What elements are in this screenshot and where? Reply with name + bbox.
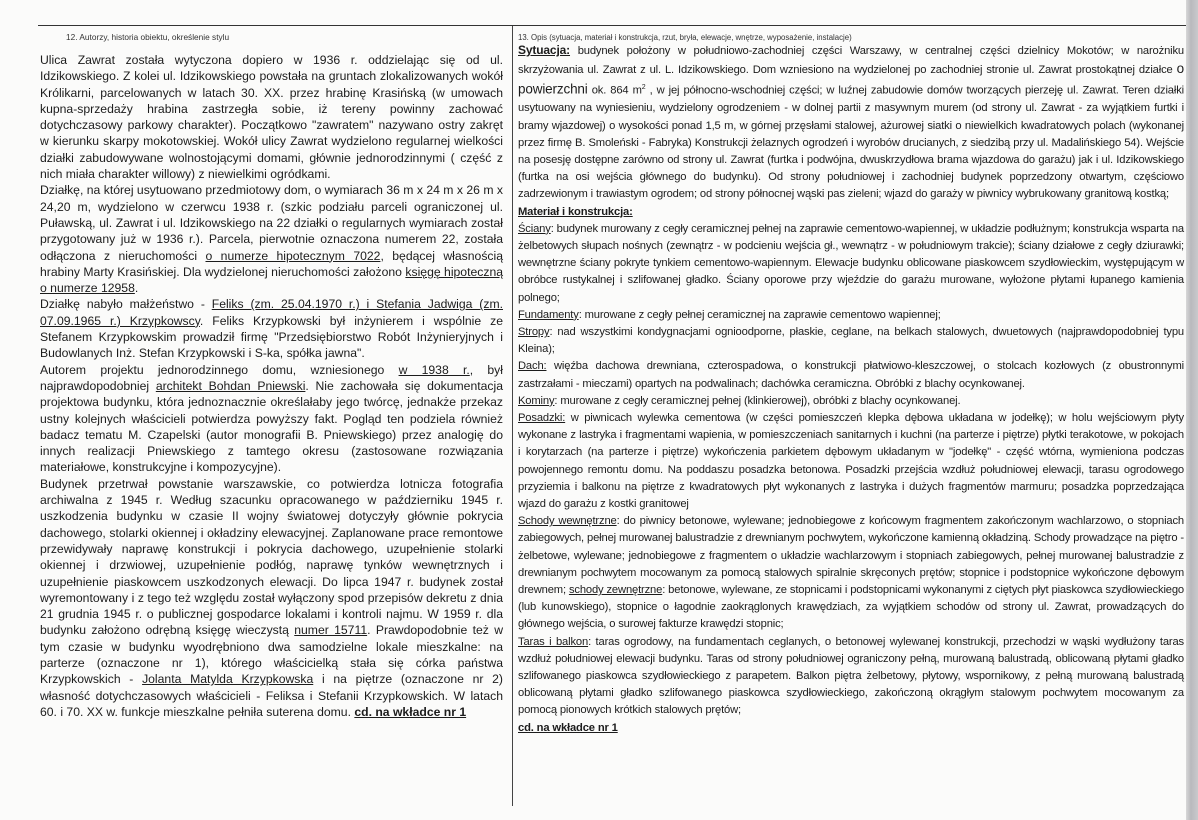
owner-daughter-ref: Jolanta Matylda Krzypkowska: [142, 672, 314, 687]
item-text: w piwnicach wylewka cementowa (w części pomieszczeń klepka dębowa układana w jodełkę); w holu wejściowym płyty wykonane z lastryka i fragmentami wapienia, w pomieszczeniach sanitarnych i kuchni (na parterze i piętrze) płytki terakotowe, w pokojach i korytarzach (na parterze i piętrze) wykończenia parkietem dębowym układanym w "jodełkę" - część wtórna, wymieniona podczas powojennego remontu domu. Na poddaszu posadzka betonowa. Posadzki przejścia wzdłuż południowej elewacji, tarasu ogrodowego przyziemia i balkonu na piętrze z kwadratowych płyt wykonanych z lastryka i dużych fragmentów marmuru; posadzka poprzedzająca wjazd do garażu z kostki granitowej: [518, 412, 1184, 511]
text-span: . Feliks Krzypkowski był inżynierem i wspólnie ze Stefanem Krzypkowskim prowadził firmę "Przedsiębiorstwo Robót Inżynieryjnych i Budowlanych Inż. Stefan Krzypkowski i S-ka, spółka jawna".: [40, 313, 503, 361]
item-label: Ściany: [518, 222, 551, 235]
item-label: Fundamenty: [518, 308, 579, 321]
top-rule: [38, 25, 1186, 26]
item-label: Posadzki:: [518, 412, 566, 424]
item-text: : do piwnicy betonowe, wylewane; jednobiegowe z końcowym fragmentem zakończonym wachlarzowo, o stopniach zabiegowych, pełnej murowanej balustradzie z drewnianym pochwytem, wykończone kamienną okładziną. Schody prowadzące na piętro - żelbetowe, wylewane; jednobiegowe z fragmentem o układzie wachlarzowym i stopniach zabiegowych, pełnej murowanej balustradzie z drewnianym pochwytem mocowanym za pomocą stalowych spiralnie skręconych prętów; stopnice i podstopnice wykończone dębowym drewnem;: [518, 515, 1184, 597]
material-heading: Materiał i konstrukcja:: [518, 205, 633, 218]
superscript: 2: [641, 84, 646, 92]
continued-on-insert-link[interactable]: cd. na wkładce nr 1: [518, 721, 618, 734]
item-label: Schody wewnętrzne: [518, 515, 617, 528]
history-paragraph-5: [40, 476, 503, 720]
item-text: : betonowe, wylewane, ze stopnicami i podstopnicami wykonanymi z ciętych płyt piaskowca szydłowieckiego (lub kunowskiego), stopnice o łagodnie zaokrąglonych krawędziach, za wyjątkiem schodów od strony ul. Zawrat, prowadzących do głównego wejścia, o surowej fakturze krawędzi stopnic;: [518, 584, 1185, 631]
item-text: : taras ogrodowy, na fundamentach ceglanych, o betonowej wylewanej konstrukcji, przechodzi w wąski wydłużony taras wzdłuż południowej elewacji budynku. Taras od strony południowej ograniczony pełną, murowaną balustradą, oblicowaną płytami gładko szlifowanego piaskowca szydłowieckiego z parapetem. Balkon piętra żelbetowy, płytowy, wspornikowy, z pełną murowaną balustradą oblicowaną płytami gładko szlifowanego piaskowca szydłowieckiego, zakończoną okrągłym stalowym pochwytem mocowanym za pomocą pionowych krótkich stalowych prętów;: [518, 635, 1184, 717]
year-ref: w 1938 r.: [398, 362, 470, 377]
chimneys-paragraph: [518, 393, 1184, 410]
text-span: Autorem projektu jednorodzinnego domu, wzniesionego: [40, 362, 399, 377]
item-label: Taras i balkon: [518, 635, 589, 648]
terrace-paragraph: [518, 634, 1184, 720]
history-paragraph-3: [40, 296, 503, 361]
text-span: , będącej własnością hrabiny Marty Krasińskiej. Dla wydzielonej nieruchomości założono: [40, 248, 503, 279]
material-heading-line: [518, 204, 1184, 221]
text-span: o powierzchni: [518, 61, 1184, 98]
section-13-description: [518, 33, 1184, 737]
item-label: Kominy: [518, 394, 555, 407]
section-12-label: 12. Autorzy, historia obiektu, określenie stylu: [66, 32, 230, 42]
owners-ref: Feliks (zm. 25.04.1970 r.) i Stefania Jadwiga (zm. 07.09.1965 r.) Krzypkowscy: [40, 297, 503, 328]
item-label: Stropy: [518, 325, 550, 338]
history-paragraph-2: [40, 182, 503, 296]
text-span: .: [134, 281, 139, 296]
floors-paragraph: [518, 410, 1184, 513]
text-span: . Prawdopodobnie też w tym czasie w budynku wyodrębniono dwa samodzielne lokale mieszkalne: na parterze (oznaczone nr 1), którego właścicielką stała się córka państwa Krzypkowskich -: [40, 623, 503, 687]
text-span: i na piętrze (oznaczone nr 2) własność dotychczasowych właścicieli - Feliksa i Stefanii Krzypkowskich. W latach 60. i 70. XX w. funkcje mieszkalne pełniła suterena domu.: [40, 672, 503, 719]
architect-ref: architekt Bohdan Pniewski: [155, 378, 306, 393]
item-text: więźba dachowa drewniana, czterospadowa, o konstrukcji płatwiowo-kleszczowej, o stolcach kozłowych (z obustronnymi zastrzałami - mieczami) opartych na podwalinach; dachówka ceramiczna. Obróbki z blachy ocynkowanej.: [518, 360, 1184, 390]
text-span: , był najprawdopodobniej: [40, 362, 503, 393]
stairs-paragraph: [518, 513, 1184, 633]
text-span: budynek położony w południowo-zachodniej części Warszawy, w centralnej części dzielnicy Mokotów; w narożniku skrzyżowania ul. Zawrat z ul. L. Idzikowskiego. Dom wzniesiono na wydzielonej po zachodniej stronie ul. Zawrat prostokątnej działce: [518, 45, 1184, 77]
history-text: [40, 52, 503, 720]
continued-line: [518, 720, 1184, 737]
continued-on-insert-link[interactable]: cd. na wkładce nr 1: [354, 704, 467, 719]
history-paragraph-1: Ulica Zawrat została wytyczona dopiero w 1936 r. oddzielając się od ul. Idzikowskiego. Z kolei ul. Idzikowskiego powstała na gruntach zlokalizowanych wokół Królikarni, parcelowanych w latach 30. XX. przez hrabinę Krasińską (w umowach kupna-sprzedaży hrabina zastrzegła sobie, iż tereny powinny zachować dotychczasowy parkowy charakter). Początkowo "zawratem" nazywano ostry zakręt w kierunku skarpy mokotowskiej. Wokół ulicy Zawrat wydzielono regularnej wielkości działki zabudowywane wolnostojącymi domami, głównie jednorodzinnymi ( część z nich miała charakter willowy) z niewielkimi ogródkami.: [40, 53, 503, 182]
mortgage-number-ref: o numerze hipotecznym 7022: [205, 248, 381, 263]
ceilings-paragraph: [518, 324, 1184, 358]
area-value: ok. 864 m: [587, 85, 642, 98]
text-span: Budynek przetrwał powstanie warszawskie, co potwierdza lotnicza fotografia archiwalna z 1945 r. Według szacunku opracowanego w październiku 1945 r. uszkodzenia budynku w czasie II wojny światowej dotyczyły głównie pokrycia dachowego, stolarki okiennej i okładziny elewacyjnej. Zaplanowane prace remontowe przewidywały naprawę konstrukcji i pokrycia dachowego, uzupełnienie stolarki okiennej i drzwiowej, uzupełnienie podłóg, naprawę tynków wewnętrznych i uzupełnienie piaskowcem uszkodzonych elewacji. Do lipca 1947 r. budynek został wyremontowany i z tego też względu został wyłączony spod przepisów dekretu z dnia 21 grudnia 1945 r. o publicznej gospodarce lokalami i kontroli najmu. W 1959 r. dla budynku założono odrębną księgę wieczystą: [40, 476, 503, 638]
roof-paragraph: [518, 358, 1184, 392]
text-span: . Nie zachowała się dokumentacja projektowa budynku, która jednoznacznie określałaby jego twórcę, jednakże przekaz ustny kolejnych właścicieli potwierdza powyższy fakt. Pogląd ten podziela również badacz tematu M. Czapelski (autor monografii B. Pniewskiego) przez analogię do innych realizacji Pniewskiego z tamtego okresu (zastosowane rozwiązania materiałowe, konstrukcyjne i kompozycyjne).: [40, 378, 503, 475]
text-span: Działkę, na której usytuowano przedmiotowy dom, o wymiarach 36 m x 24 m x 26 m x 24,20 m, wydzielono w czerwcu 1938 r. (szkic podziału parceli ograniczonej ul. Puławską, ul. Zawrat i ul. Idzikowskiego na 22 działki o regularnych wymiarach został przygotowany już w 1936 r.). Parcela, pierwotnie oznaczona numerem 22, została odłączona z nieruchomości: [40, 183, 503, 263]
situation-heading: Sytuacja:: [518, 43, 571, 57]
item-text: : budynek murowany z cegły ceramicznej pełnej na zaprawie cementowo-wapiennej, w układzie podłużnym; konstrukcja wsparta na żelbetowych słupach nośnych (zewnątrz - w podcieniu wejścia gł., wewnątrz - w południowym trakcie); ściany działowe z cegły dziurawki; wewnętrzne ściany pokryte tynkiem cementowo-wapiennym. Elewacje budynku oblicowane piaskowcem szydłowieckim, występującym w obróbce rustykalnej i szlifowanej gładko. Ściany oporowe przy wjeździe do garażu murowane, wyłożone płytami łupanego kamienia polnego;: [518, 222, 1184, 304]
mortgage-book-ref: księgę hipoteczną o numerze 12958: [40, 264, 503, 296]
column-divider: [512, 26, 513, 806]
item-text: : murowane z cegły pełnej ceramicznej na zaprawie cementowo wapiennej;: [578, 308, 941, 321]
description-text: [518, 42, 1184, 737]
text-span: Działkę nabyło małżeństwo -: [40, 297, 212, 312]
item-text: : nad wszystkimi kondygnacjami ognioodporne, płaskie, ceglane, na belkach stalowych, dwuetowych (najprawdopodobniej typu Kleina);: [518, 325, 1184, 356]
foundations-paragraph: [518, 307, 1184, 324]
land-register-ref: numer 15711: [294, 623, 368, 638]
history-paragraph-4: [40, 362, 503, 476]
scan-edge-shadow: [1186, 0, 1198, 820]
walls-paragraph: [518, 221, 1184, 307]
item-label: schody zewnętrzne: [568, 584, 663, 597]
section-13-label: 13. Opis (sytuacja, materiał i konstrukcja, rzut, bryła, elewacje, wnętrze, wyposażenie, instalacje): [518, 33, 852, 42]
text-span: , w jej północno-wschodniej części; w luźnej zabudowie domów tworzących pierzeję ul. Zawrat. Teren działki usytuowany na wyniesieniu, wydzielony ogrodzeniem - w dolnej partii z masywnym murem (od strony ul. Zawrat - za wyjątkiem furtki i bramy wjazdowej) o wysokości ponad 1,5 m, w górnej przęsłami stalowej, ażurowej siatki o niewielkich kwadratowych polach (wykonanej przez firmę B. Smoleński - Fabryka) Konstrukcji żelaznych ogrodzeń i wyrobów drucianych, z siedzibą przy ul. Madalińskiego 54). Wejście na posesję dostępne zarówno od strony ul. Zawrat (furtka i podwójna, dwuskrzydłowa brama wjazdowa do garażu) jak i ul. Idzikowskiego (furtka na osi wejścia głównego do budynku). Od strony południowej i zachodniej budynek poprzedzony otwartym, częściowo zadrzewionym i trawiastym ogrodem; od strony północnej wąski pas zieleni; wjazd do garaży w piwnicy wybrukowany granitową kostką;: [518, 85, 1184, 201]
section-12-history: [40, 32, 503, 720]
item-label: Dach:: [518, 360, 547, 373]
item-text: : murowane z cegły ceramicznej pełnej (klinkierowej), obróbki z blachy ocynkowanej.: [554, 394, 961, 407]
situation-paragraph: [518, 42, 1184, 204]
